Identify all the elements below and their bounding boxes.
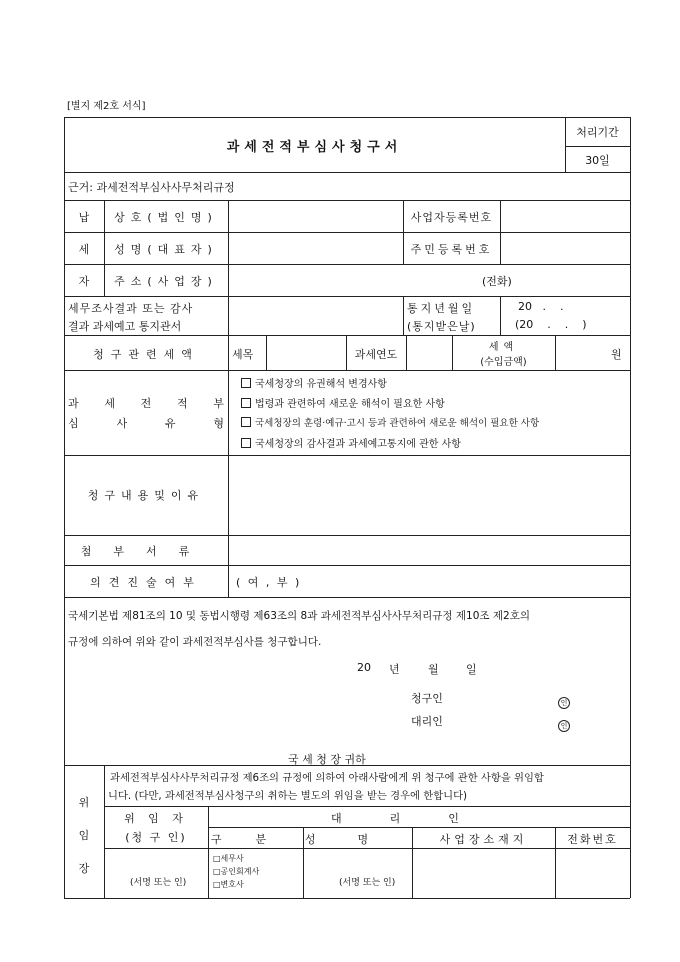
seal-icon: 인 <box>558 720 570 732</box>
biz-reg-no-field[interactable] <box>501 201 629 231</box>
col-type: 구분 <box>210 833 301 846</box>
agent-label: 대리인 <box>411 715 443 728</box>
agent-type-tax-accountant[interactable]: □세무사 <box>213 854 244 863</box>
declaration-line-2: 규정에 의하여 위와 같이 과세전적부심사를 청구합니다. <box>68 636 322 648</box>
claim-reason-label: 청구내용및이유 <box>87 489 205 502</box>
checkbox[interactable] <box>241 378 251 388</box>
delegator-sign-note: (서명 또는 인) <box>130 878 187 888</box>
notice-date-line-2[interactable]: (20 . . ) <box>515 318 587 331</box>
resident-no-field[interactable] <box>501 233 629 263</box>
claim-reason-field[interactable] <box>229 456 629 534</box>
delegation-text-2: 니다. (다만, 과세전적부심사청구의 취하는 별도의 위임을 받는 경우에 한합니다) <box>108 790 468 802</box>
agent-sign-note: (서명 또는 인) <box>339 878 396 888</box>
name-rep-label: 성명(대표자) <box>114 243 218 256</box>
won-unit: 원 <box>611 348 622 361</box>
option-text: 국세청장의 훈령·예규·고시 등과 관련하여 새로운 해석이 필요한 사항 <box>255 418 540 429</box>
delegation-text-1: 과세전적부심사사무처리규정 제6조의 규정에 의하여 아래사람에게 위 청구에 관한 사항을 위임합 <box>110 772 544 784</box>
col-address: 사업장소재지 <box>439 833 528 846</box>
col-name: 성명 <box>304 833 411 846</box>
option-text: 국세청장의 유권해석 변경사항 <box>255 379 387 390</box>
delegation-side-2: 임 <box>78 829 90 842</box>
phone-label: (전화) <box>482 275 512 288</box>
agent-seal[interactable] <box>558 713 570 732</box>
notice-date-label-2: (통지받은날) <box>407 320 476 333</box>
address-label: 주소(사업장) <box>114 275 218 288</box>
taxpayer-side-2: 세 <box>78 243 90 256</box>
date-year-unit: 년 <box>389 663 400 676</box>
address-field[interactable] <box>229 265 479 295</box>
agent-header: 대리인 <box>331 812 507 825</box>
option-text: 국세청장의 감사결과 과세예고통지에 관한 사항 <box>255 439 461 450</box>
claimant-label: 청구인 <box>411 692 443 705</box>
delegation-side-1: 위 <box>78 796 90 809</box>
tax-year-field[interactable] <box>407 336 451 369</box>
tax-year-label: 과세연도 <box>354 348 398 361</box>
processing-period-value: 30일 <box>585 154 610 167</box>
date-year: 20 <box>357 661 371 674</box>
attachments-field[interactable] <box>229 536 629 564</box>
taxpayer-side-3: 자 <box>78 275 90 288</box>
col-phone: 전화번호 <box>567 833 618 846</box>
date-day-unit: 일 <box>466 663 477 676</box>
option-text: 법령과 관련하여 새로운 해석이 필요한 사항 <box>255 399 445 410</box>
claim-amount-label: 청구관련세액 <box>93 348 199 361</box>
delegator-label-2: (청 구 인) <box>125 831 187 844</box>
agent-phone-field[interactable] <box>556 849 629 897</box>
tax-item-label: 세목 <box>232 348 254 361</box>
tax-amount-label-1: 세액 <box>488 342 519 353</box>
taxpayer-side-1: 납 <box>78 211 90 224</box>
delegator-label-1: 위 임 자 <box>124 812 188 825</box>
review-option-3[interactable] <box>241 415 539 429</box>
review-option-2[interactable] <box>241 395 445 410</box>
agent-type-lawyer[interactable]: □변호사 <box>213 880 244 889</box>
checkbox[interactable] <box>241 398 251 408</box>
name-corp-label: 상호(법인명) <box>114 211 218 224</box>
review-type-label-2: 심 사 유 형 <box>68 417 224 430</box>
resident-no-label: 주민등록번호 <box>410 243 493 256</box>
opinion-label: 의견진술여부 <box>90 576 202 589</box>
name-corp-field[interactable] <box>229 201 402 231</box>
checkbox[interactable] <box>241 438 251 448</box>
declaration-line-1: 국세기본법 제81조의 10 및 동법시행령 제63조의 8과 과세전적부심사사무처리규정 제10조 제2호의 <box>68 610 530 622</box>
date-month-unit: 월 <box>428 663 439 676</box>
processing-period-label: 처리기간 <box>576 126 619 139</box>
review-option-1[interactable] <box>241 375 387 390</box>
audit-label-1: 세무조사결과 또는 감사 <box>68 302 194 315</box>
delegation-side-3: 장 <box>78 862 90 875</box>
notice-date-label-1: 통지년월일 <box>407 302 476 315</box>
audit-label-2: 결과 과세예고 통지관서 <box>68 320 182 333</box>
biz-reg-no-label: 사업자등록번호 <box>410 211 493 224</box>
tax-amount-label-2: (수입금액) <box>480 357 527 368</box>
checkbox[interactable] <box>241 417 251 427</box>
review-type-label-1: 과 세 전 적 부 <box>68 397 224 410</box>
form-title: 과세전적부심사청구서 <box>226 140 403 155</box>
audit-office-field[interactable] <box>229 297 402 334</box>
addressee: 국 세 청 장 귀하 <box>288 753 366 766</box>
review-option-4[interactable] <box>241 435 461 450</box>
agent-type-cpa[interactable]: □공인회계사 <box>213 867 260 876</box>
name-rep-field[interactable] <box>229 233 402 263</box>
tax-item-field[interactable] <box>267 336 345 369</box>
agent-address-field[interactable] <box>413 849 554 897</box>
attachments-label: 첨부서류 <box>80 545 212 558</box>
opinion-value[interactable]: ( 여 , 부 ) <box>236 576 302 589</box>
claimant-seal[interactable] <box>558 690 570 709</box>
seal-icon: 인 <box>558 697 570 709</box>
basis-text: 근거: 과세전적부심사사무처리규정 <box>68 181 235 194</box>
form-code: [별지 제2호 서식] <box>67 101 146 112</box>
notice-date-line-1[interactable]: 20 . . <box>518 300 564 313</box>
